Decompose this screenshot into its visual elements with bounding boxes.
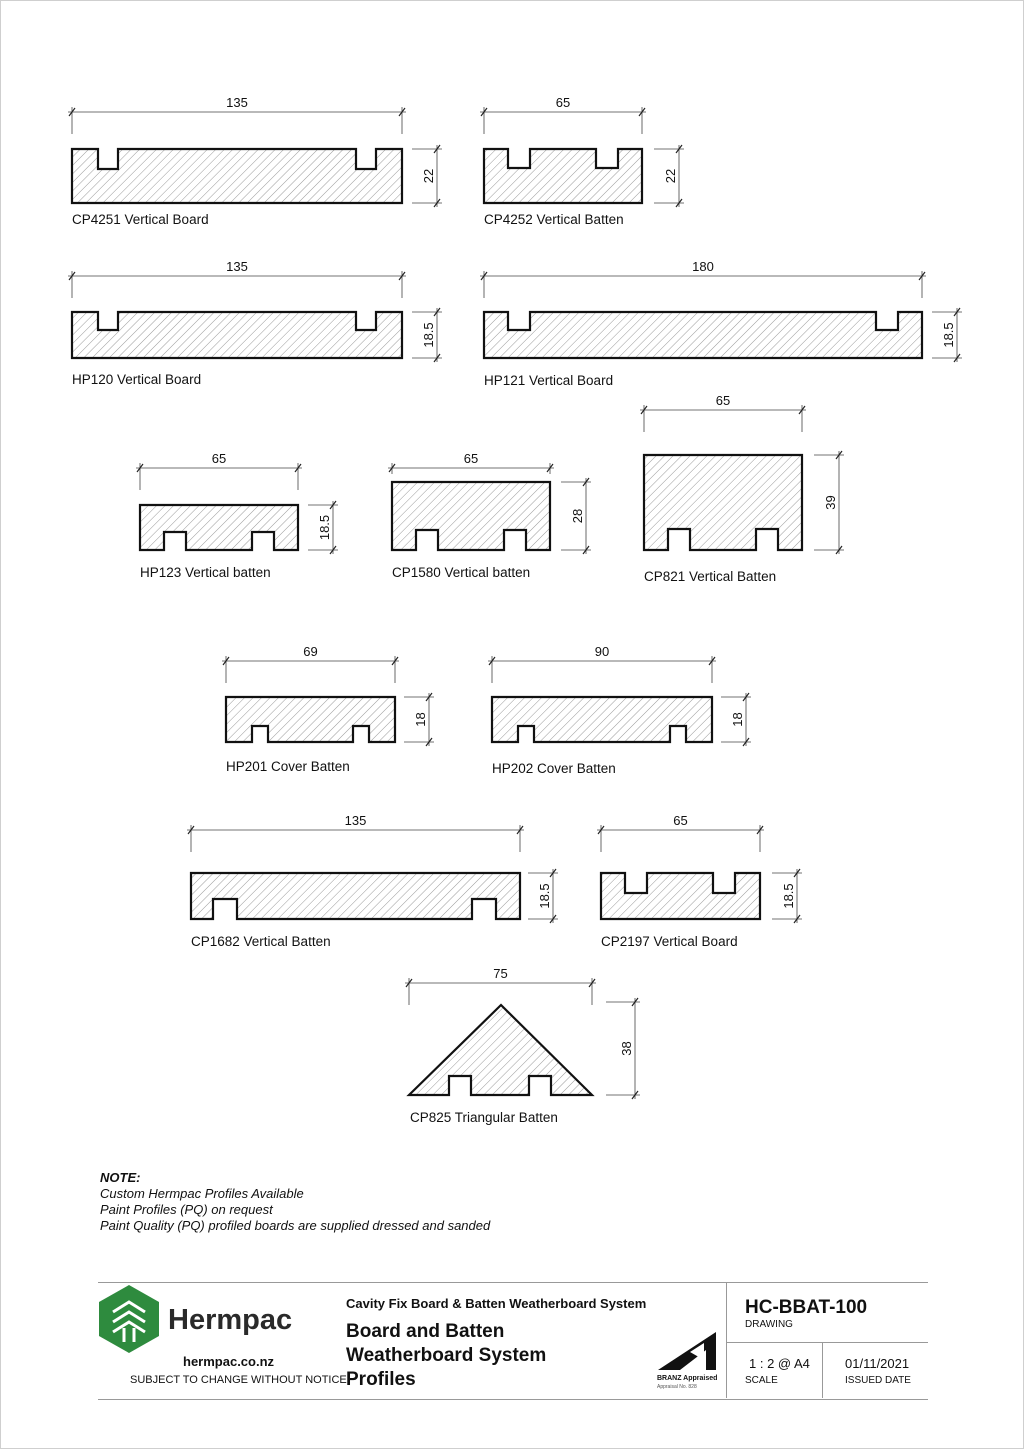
drawing-title-line: Weatherboard System — [346, 1345, 547, 1366]
width-dimension: 180 — [692, 259, 714, 274]
brand-name: Hermpac — [168, 1304, 293, 1336]
width-dimension: 135 — [344, 813, 367, 828]
title-block-divider — [727, 1342, 928, 1343]
profile-shape — [72, 312, 402, 358]
profile-label: CP821 Vertical Batten — [644, 569, 777, 584]
title-block-divider — [822, 1342, 823, 1398]
height-dimension: 18.5 — [421, 322, 436, 348]
width-dimension: 65 — [715, 393, 731, 408]
scale-label: SCALE — [745, 1375, 778, 1386]
profile-shape — [140, 505, 298, 550]
website-link[interactable]: hermpac.co.nz — [183, 1354, 275, 1369]
note-line: Custom Hermpac Profiles Available — [100, 1186, 304, 1201]
profile-label: CP4252 Vertical Batten — [484, 212, 624, 227]
drawing-title-line: Board and Batten — [346, 1321, 505, 1342]
height-dimension: 28 — [570, 508, 585, 524]
height-dimension: 18.5 — [317, 514, 332, 541]
title-block-divider — [726, 1283, 727, 1398]
width-dimension: 65 — [463, 451, 479, 466]
branz-number: Appraisal No. 828 — [657, 1384, 697, 1390]
drawing-number: HC-BBAT-100 — [745, 1297, 868, 1318]
profile-section — [480, 95, 684, 227]
profile-section — [187, 813, 558, 949]
height-dimension: 22 — [421, 168, 436, 184]
branz-label: BRANZ Appraised — [657, 1375, 718, 1382]
profile-section — [136, 451, 338, 580]
profile-section — [68, 259, 442, 387]
issued-date: 01/11/2021 — [845, 1356, 910, 1371]
system-name: Cavity Fix Board & Batten Weatherboard System — [346, 1296, 647, 1311]
profile-shape — [644, 455, 802, 550]
profile-shape — [484, 149, 642, 203]
height-dimension: 18 — [413, 712, 428, 727]
issued-date-label: ISSUED DATE — [845, 1375, 911, 1386]
profile-section — [488, 644, 751, 776]
scale-value: 1 : 2 @ A4 — [749, 1356, 810, 1371]
profile-label: HP120 Vertical Board — [72, 372, 202, 387]
drawing-title-line: Profiles — [346, 1369, 416, 1390]
width-dimension: 135 — [226, 259, 248, 274]
height-dimension: 18 — [730, 712, 745, 727]
profile-label: CP4251 Vertical Board — [72, 212, 209, 227]
profile-shape — [392, 482, 550, 550]
note-line: Paint Quality (PQ) profiled boards are supplied dressed and sanded — [100, 1218, 491, 1233]
profile-label: CP1580 Vertical batten — [392, 565, 531, 580]
profile-section — [405, 966, 640, 1125]
note-line: Paint Profiles (PQ) on request — [100, 1202, 273, 1217]
height-dimension: 22 — [663, 168, 678, 184]
profile-label: HP123 Vertical batten — [140, 565, 271, 580]
width-dimension: 65 — [211, 451, 227, 466]
profile-section — [68, 95, 442, 227]
height-dimension: 18.5 — [941, 322, 956, 348]
width-dimension: 135 — [226, 95, 248, 110]
profile-section — [597, 813, 802, 949]
profile-label: HP202 Cover Batten — [492, 761, 616, 776]
height-dimension: 18.5 — [537, 883, 552, 909]
drawing-label: DRAWING — [745, 1319, 793, 1330]
width-dimension: 75 — [493, 966, 508, 981]
profiles-layer — [68, 95, 962, 1125]
profile-label: HP121 Vertical Board — [484, 373, 614, 388]
profile-shape — [484, 312, 922, 358]
profile-shape — [409, 1005, 592, 1095]
width-dimension: 69 — [303, 644, 318, 659]
note-heading: NOTE: — [100, 1170, 141, 1185]
profile-shape — [492, 697, 712, 742]
profile-label: HP201 Cover Batten — [226, 759, 350, 774]
profile-section — [480, 259, 962, 388]
profile-section — [388, 451, 591, 580]
disclaimer-text: SUBJECT TO CHANGE WITHOUT NOTICE — [130, 1374, 347, 1386]
height-dimension: 18.5 — [781, 883, 796, 909]
profile-label: CP1682 Vertical Batten — [191, 934, 331, 949]
profile-shape — [601, 873, 760, 919]
profile-label: CP2197 Vertical Board — [601, 934, 738, 949]
profile-section — [640, 393, 844, 584]
profile-shape — [226, 697, 395, 742]
height-dimension: 38 — [619, 1041, 634, 1056]
height-dimension: 39 — [823, 495, 838, 510]
profile-label: CP825 Triangular Batten — [410, 1110, 558, 1125]
profile-shape — [191, 873, 520, 919]
profile-shape — [72, 149, 402, 203]
width-dimension: 90 — [594, 644, 610, 659]
profile-section — [222, 644, 434, 774]
width-dimension: 65 — [555, 95, 571, 110]
note-block — [100, 1170, 490, 1234]
width-dimension: 65 — [673, 813, 688, 828]
